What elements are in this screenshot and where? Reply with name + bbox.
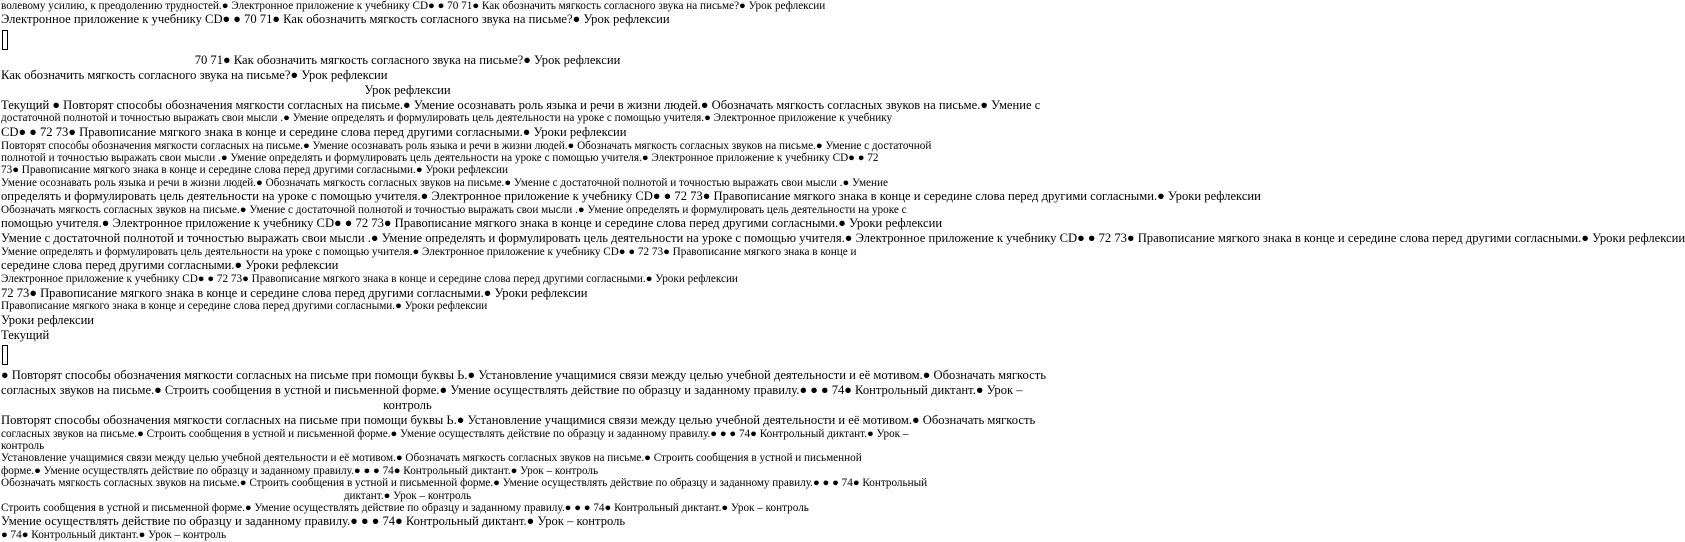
text-line: ● Повторят способы обозначения мягкости согласных на письме при помощи буквы Ь.● Установление учащимися связи между целью учебной деятельности и её мотивом.● Обозначать мягкость: [1, 368, 1046, 383]
text-line: полнотой и точностью выражать свои мысли .● Умение определять и формулировать цель деятельности на уроке с помощью учителя.● Электронное приложение к учебнику CD● ● 72: [1, 152, 879, 164]
text-line: Обозначать мягкость согласных звуков на письме.● Умение с достаточной полнотой и точностью выражать свои мысли .● Умение определять и формулировать цель деятельности на уроке с: [1, 204, 907, 217]
text-line: Как обозначить мягкость согласного звука на письме?● Урок рефлексии: [1, 68, 388, 82]
section-heading: контроль: [383, 398, 432, 413]
text-line: Умение осуществлять действие по образцу и заданному правилу.● ● ● 74● Контрольный диктант.● Урок – контроль: [1, 514, 626, 529]
text-line: Текущий: [1, 327, 50, 342]
text-line: согласных звуков на письме.● Строить сообщения в устной и письменной форме.● Умение осуществлять действие по образцу и заданному правилу.● ● ● 74● Контрольный диктант.● Урок –: [1, 383, 1023, 398]
text-line: диктант.● Урок – контроль: [343, 489, 472, 502]
text-line: Электронное приложение к учебнику CD● ● 70 71● Как обозначить мягкость согласного звука на письме?● Урок рефлексии: [1, 12, 670, 27]
section-heading: Урок рефлексии: [364, 82, 451, 97]
text-line: Повторят способы обозначения мягкости согласных на письме.● Умение осознавать роль языка и речи в жизни людей.● Обозначать мягкость согласных звуков на письме.● Умение с достаточной: [1, 139, 932, 152]
text-line: Текущий ● Повторят способы обозначения мягкости согласных на письме.● Умение осознавать роль языка и речи в жизни людей.● Обозначать мягкость согласных звуков на письме.● Умение с: [1, 97, 1041, 112]
text-line: Установление учащимися связи между целью учебной деятельности и её мотивом.● Обозначать мягкость согласных звуков на письме.● Строить сообщения в устной и письменной: [1, 452, 862, 465]
text-line: помощью учителя.● Электронное приложение к учебнику CD● ● 72 73● Правописание мягкого знака в конце и середине слова перед другими согласными.● Уроки рефлексии: [1, 216, 943, 231]
frame-marker: [2, 345, 8, 365]
text-line: CD● ● 72 73● Правописание мягкого знака в конце и середине слова перед другими согласными.● Уроки рефлексии: [1, 124, 627, 139]
text-line: Умение осознавать роль языка и речи в жизни людей.● Обозначать мягкость согласных звуков на письме.● Умение с достаточной полнотой и точностью выражать свои мысли .● Умение: [1, 176, 888, 189]
text-line: согласных звуков на письме.● Строить сообщения в устной и письменной форме.● Умение осуществлять действие по образцу и заданному правилу.● ● ● 74● Контрольный диктант.● Урок –: [1, 427, 909, 440]
section-heading: Повторят способы обозначения мягкости согласных на письме при помощи буквы Ь.● Установление учащимися связи между целью учебной деятельности и её мотивом.● Обозначать мягкость: [1, 412, 1036, 427]
text-line: определять и формулировать цель деятельности на уроке с помощью учителя.● Электронное приложение к учебнику CD● ● 72 73● Правописание мягкого знака в конце и середине слова перед другими согласными.● Уроки рефлексии: [1, 189, 1261, 204]
frame-marker: [2, 30, 8, 50]
text-line: 73● Правописание мягкого знака в конце и середине слова перед другими согласными.● Уроки рефлексии: [1, 164, 509, 177]
text-line: Умение определять и формулировать цель деятельности на уроке с помощью учителя.● Электронное приложение к учебнику CD● ● 72 73● Правописание мягкого знака в конце и: [1, 246, 857, 259]
text-line: форме.● Умение осуществлять действие по образцу и заданному правилу.● ● ● 74● Контрольный диктант.● Урок – контроль: [1, 464, 599, 477]
text-line: контроль: [1, 440, 45, 453]
text-line: Электронное приложение к учебнику CD● ● 72 73● Правописание мягкого знака в конце и середине слова перед другими согласными.● Уроки рефлексии: [1, 273, 738, 286]
text-line: 72 73● Правописание мягкого знака в конце и середине слова перед другими согласными.● Уроки рефлексии: [1, 285, 588, 300]
text-line: Уроки рефлексии: [1, 312, 95, 327]
text-line: Умение с достаточной полнотой и точностью выражать свои мысли .● Умение определять и формулировать цель деятельности на уроке с помощью учителя.● Электронное приложение к учебнику CD● ● 72 73● Правописание мягкого знака в конце и середине слова перед другими согласными.● Уроки рефлексии: [1, 231, 1685, 246]
text-line: 70 71● Как обозначить мягкость согласного звука на письме?● Урок рефлексии: [194, 53, 621, 68]
text-line: Строить сообщения в устной и письменной форме.● Умение осуществлять действие по образцу и заданному правилу.● ● ● 74● Контрольный диктант.● Урок – контроль: [1, 502, 809, 515]
text-line: Обозначать мягкость согласных звуков на письме.● Строить сообщения в устной и письменной форме.● Умение осуществлять действие по образцу и заданному правилу.● ● ● 74● Контрольный: [1, 477, 928, 490]
text-line: Правописание мягкого знака в конце и середине слова перед другими согласными.● Уроки рефлексии: [1, 300, 488, 313]
text-line: ● 74● Контрольный диктант.● Урок – контроль: [1, 529, 227, 542]
text-line: середине слова перед другими согласными.● Уроки рефлексии: [1, 258, 339, 273]
text-line: волевому усилию, к преодолению трудностей.● Электронное приложение к учебнику CD● ● 70 71● Как обозначить мягкость согласного звука на письме?● Урок рефлексии: [1, 0, 826, 12]
text-line: достаточной полнотой и точностью выражать свои мысли .● Умение определять и формулировать цель деятельности на уроке с помощью учителя.● Электронное приложение к учебнику: [1, 112, 893, 125]
